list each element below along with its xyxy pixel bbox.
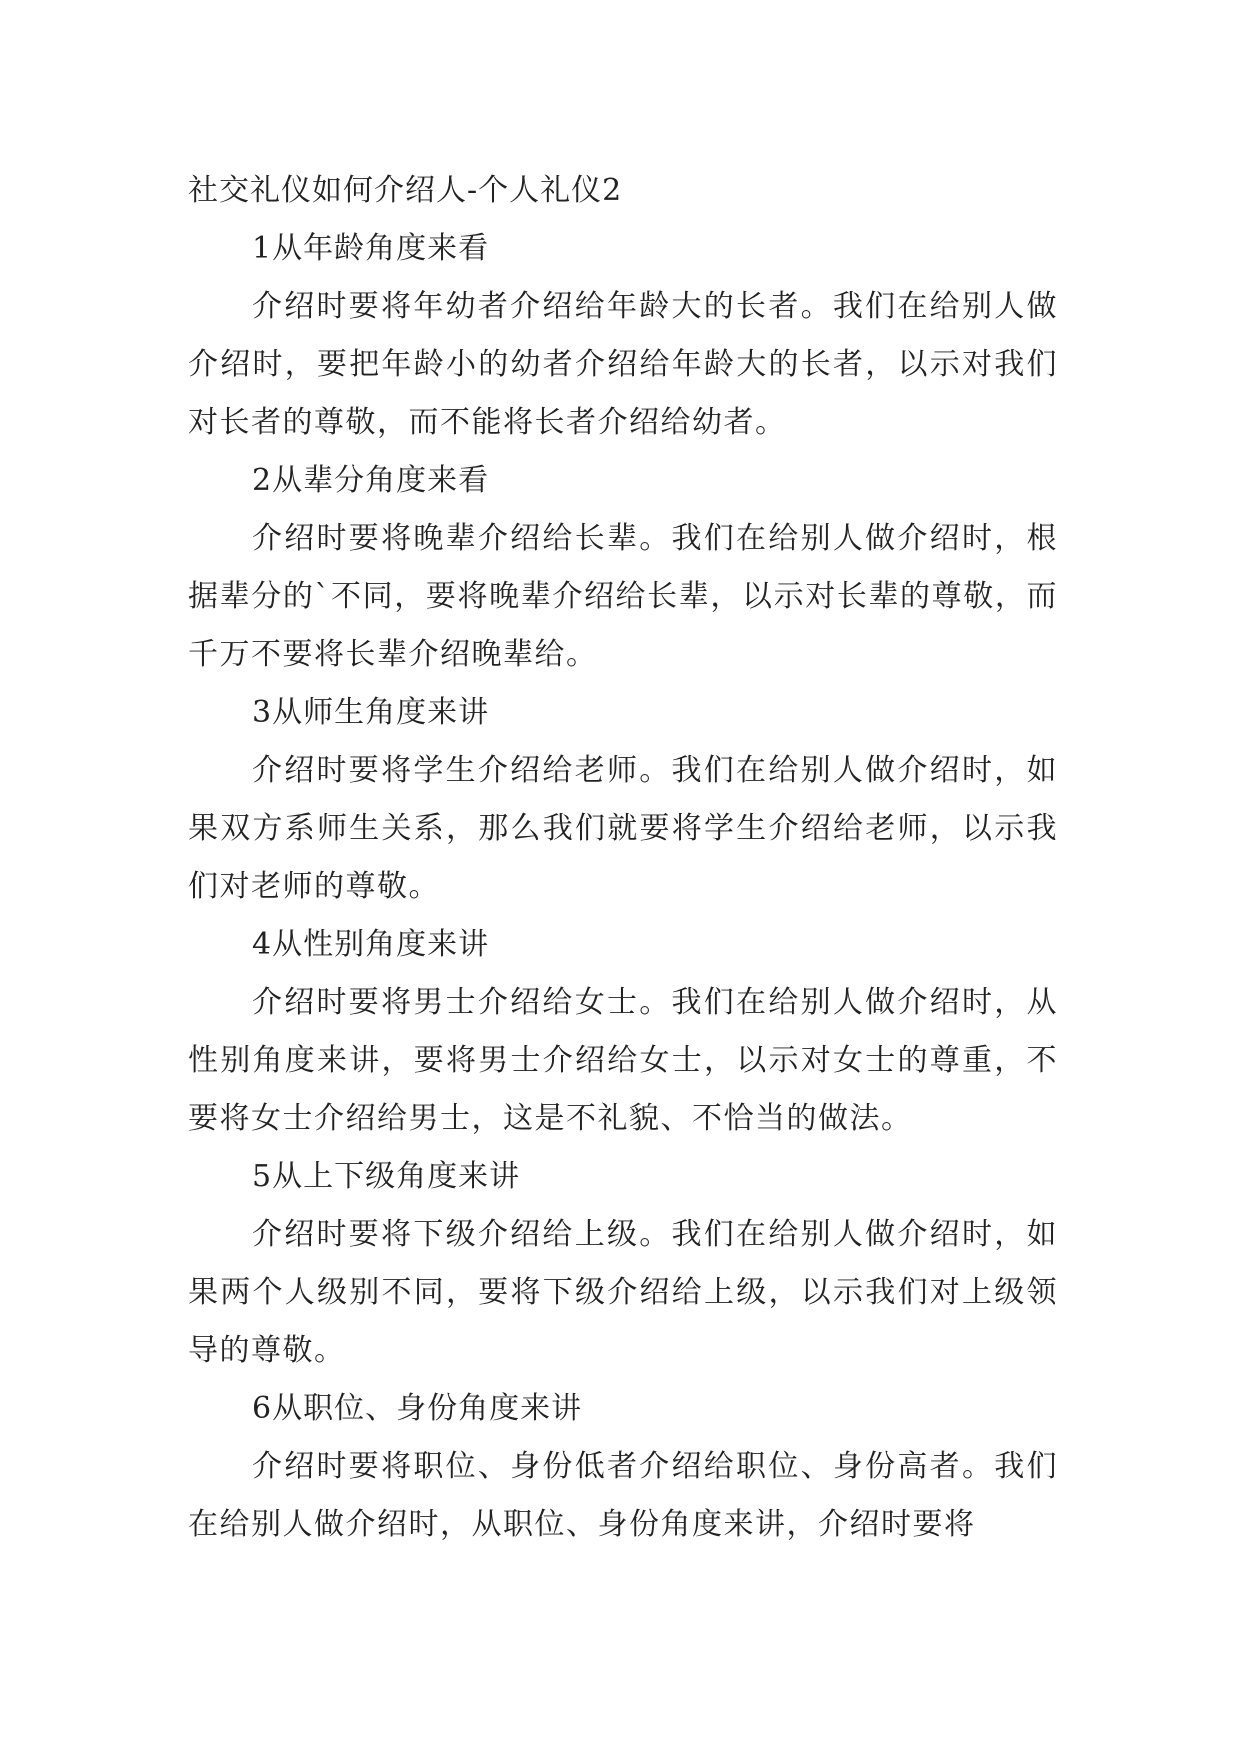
section-teacher-student bbox=[188, 684, 1058, 916]
section-heading: 1从年龄角度来看 bbox=[252, 231, 490, 266]
section-paragraph: 介绍时要将男士介绍给女士。我们在给别人做介绍时，从性别角度来讲，要将男士介绍给女士，以示对女士的尊重，不要将女士介绍给男士，这是不礼貌、不恰当的做法。 bbox=[188, 985, 1058, 1136]
document-body bbox=[188, 162, 1058, 1554]
section-seniority bbox=[188, 452, 1058, 684]
section-paragraph: 介绍时要将学生介绍给老师。我们在给别人做介绍时，如果双方系师生关系，那么我们就要将学生介绍给老师，以示我们对老师的尊敬。 bbox=[188, 753, 1058, 904]
section-age bbox=[188, 220, 1058, 452]
section-heading: 4从性别角度来讲 bbox=[252, 927, 490, 962]
document-title: 社交礼仪如何介绍人-个人礼仪2 bbox=[188, 173, 623, 208]
section-heading: 6从职位、身份角度来讲 bbox=[252, 1391, 583, 1426]
section-rank bbox=[188, 1148, 1058, 1380]
section-heading: 3从师生角度来讲 bbox=[252, 695, 490, 730]
section-position-status bbox=[188, 1380, 1058, 1554]
section-paragraph: 介绍时要将职位、身份低者介绍给职位、身份高者。我们在给别人做介绍时，从职位、身份角度来讲，介绍时要将 bbox=[188, 1449, 1058, 1542]
section-paragraph: 介绍时要将年幼者介绍给年龄大的长者。我们在给别人做介绍时，要把年龄小的幼者介绍给年龄大的长者，以示对我们对长者的尊敬，而不能将长者介绍给幼者。 bbox=[188, 289, 1058, 440]
section-gender bbox=[188, 916, 1058, 1148]
section-heading: 5从上下级角度来讲 bbox=[252, 1159, 521, 1194]
section-paragraph: 介绍时要将晚辈介绍给长辈。我们在给别人做介绍时，根据辈分的`不同，要将晚辈介绍给长辈，以示对长辈的尊敬，而千万不要将长辈介绍晚辈给。 bbox=[188, 521, 1058, 672]
section-paragraph: 介绍时要将下级介绍给上级。我们在给别人做介绍时，如果两个人级别不同，要将下级介绍给上级，以示我们对上级领导的尊敬。 bbox=[188, 1217, 1058, 1368]
section-heading: 2从辈分角度来看 bbox=[252, 463, 490, 498]
